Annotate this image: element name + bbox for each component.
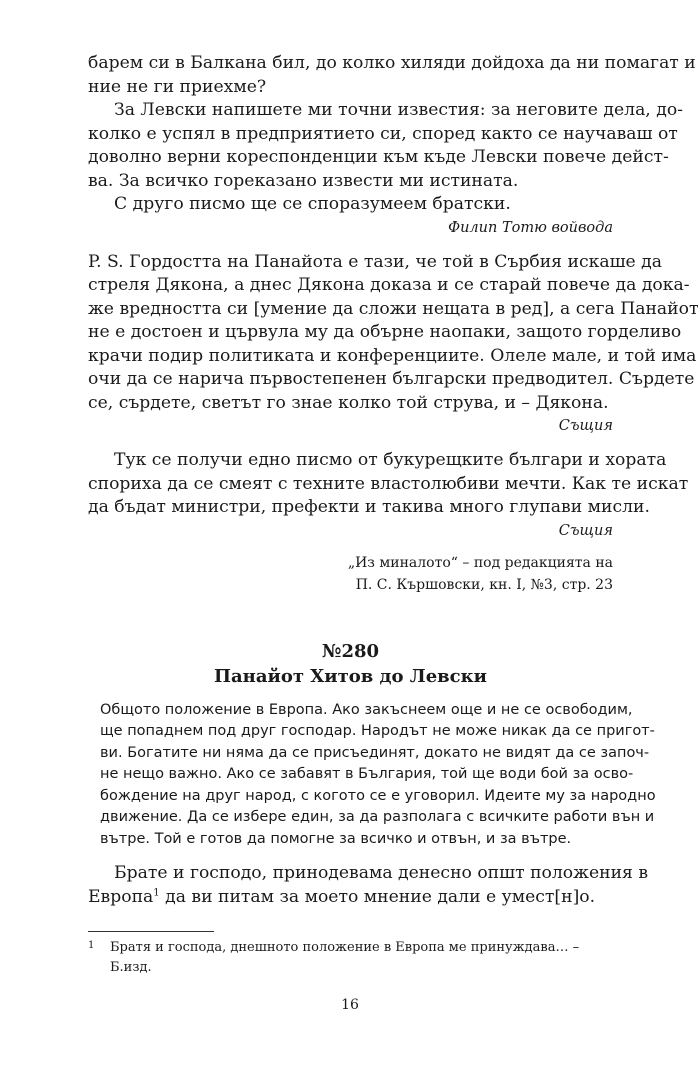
- summary-line: Общото положение в Европа. Ако закъснеем още и не се освободим,: [100, 701, 633, 718]
- text-line: крачи подир политиката и конференциите. Олеле мале, и той има: [88, 345, 697, 366]
- summary-line: ще попаднем под друг господар. Народът не може никак да се пригот-: [100, 723, 655, 739]
- text-line: За Левски напишете ми точни известия: за неговите дела, до-: [114, 100, 683, 120]
- text-line: Брате и господо, принодевама денесно општ положения в: [114, 863, 649, 883]
- text-line: не е достоен и цървула му да обърне наопаки, защото горделиво: [88, 322, 682, 342]
- summary-line: движение. Да се избере един, за да разполага с всичките работи вън и: [100, 809, 655, 825]
- paragraph-5: [88, 449, 689, 520]
- letter-opening: [88, 862, 649, 909]
- text-line: да бъдат министри, префекти и такива много глупави мисли.: [88, 497, 650, 517]
- text-line: ва. За всичко гореказано извести ми истината.: [88, 170, 519, 191]
- paragraph-2: [88, 99, 683, 193]
- text-line: P. S. Гордостта на Панайота е тази, че той в Сърбия искаше да: [88, 251, 663, 272]
- document-number: №280: [321, 640, 380, 662]
- text-fragment: Европа: [88, 886, 154, 907]
- text-fragment: да ви питам за моето мнение дали е умест[н]о.: [159, 886, 596, 907]
- text-line: доволно верни кореспонденции към къде Левски повече дейст-: [88, 147, 669, 167]
- summary-line: ви. Богатите ни няма да се присъединят, докато не видят да се започ-: [100, 744, 650, 761]
- signature-same-1: Същия: [558, 418, 613, 434]
- text-line: Тук се получи едно писмо от букурещките българи и хората: [114, 450, 667, 470]
- signature-same-2: Същия: [558, 522, 613, 539]
- page-number: 16: [341, 997, 359, 1013]
- text-line: спориха да се смеят с техните властолюбиви мечти. Как те искат: [88, 473, 689, 494]
- document-heading: [88, 640, 613, 690]
- text-line: колко е успял в предприятието си, според както се научаваш от: [88, 123, 678, 144]
- summary-line: не нещо важно. Ако се забавят в България, той ще води бой за осво-: [100, 766, 634, 782]
- text-line: С друго писмо ще се споразумеем братски.: [114, 194, 511, 214]
- footnote-line-1: Братя и господа, днешното положение в Европа ме принуждава… –: [110, 940, 580, 955]
- summary-line: бождение на друг народ, с когото се е уговорил. Идеите му за народно: [100, 787, 656, 804]
- document-title: Панайот Хитов до Левски: [214, 665, 487, 687]
- source-citation-line-1: „Из миналото“ – под редакцията на: [347, 554, 613, 571]
- text-line: очи да се нарича първостепенен български предводител. Сърдете: [88, 369, 695, 389]
- text-line: [88, 886, 613, 910]
- footnote-line-2: Б.изд.: [110, 960, 152, 975]
- footnote-mark: 1: [88, 940, 95, 951]
- paragraph-1: [88, 52, 696, 99]
- text-line: се, сърдете, светът го знае колко той струва, и – Дякона.: [88, 392, 609, 413]
- paragraph-ps: [88, 251, 699, 416]
- document-summary: [100, 700, 656, 851]
- text-line: стреля Дякона, а днес Дякона доказа и се старай повече да дока-: [88, 275, 690, 295]
- text-line: же вредността си [умение да сложи нещата в ред], а сега Панайот: [88, 298, 699, 319]
- text-line: барем си в Балкана бил, до колко хиляди дойдоха да ни помагат и: [88, 53, 696, 73]
- source-citation-line-2: П. С. Кършовски, кн. I, №3, стр. 23: [355, 576, 613, 593]
- footnote-ref: 1: [153, 886, 160, 898]
- text-line: ние не ги приехме?: [88, 76, 267, 97]
- paragraph-3: [88, 193, 613, 217]
- footnote-divider: [88, 931, 214, 932]
- summary-line: вътре. Той е готов да помогне за всичко и отвън, и за вътре.: [100, 830, 572, 847]
- signature-filip-totyu: Филип Тотю войвода: [448, 219, 613, 236]
- footnote: [88, 938, 613, 978]
- page-content: [88, 52, 699, 978]
